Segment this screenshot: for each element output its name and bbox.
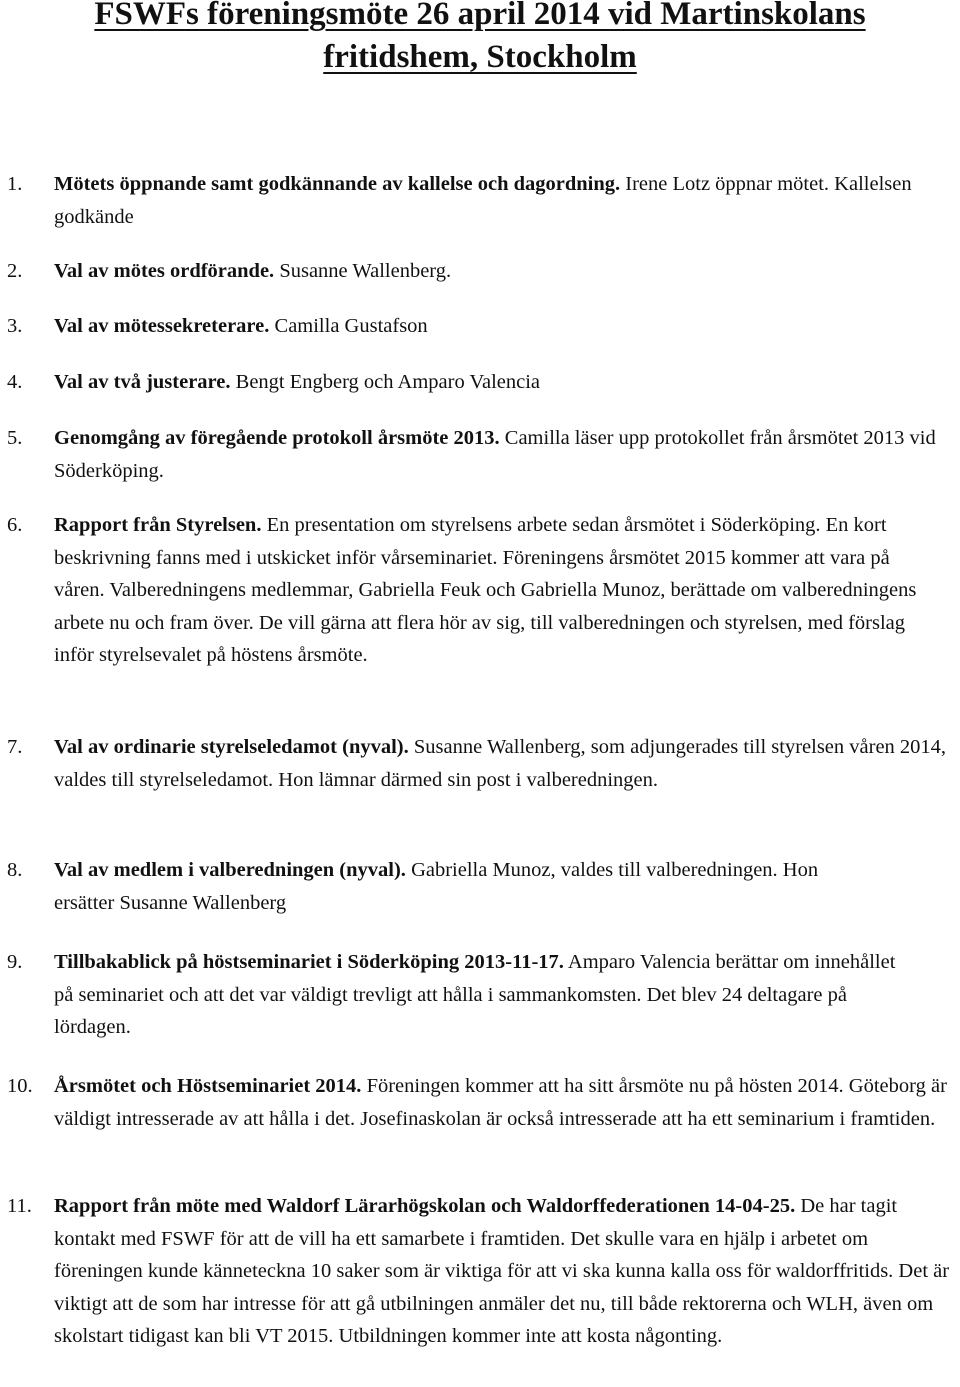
agenda-item-text: Bengt Engberg och Amparo Valencia bbox=[230, 371, 541, 393]
agenda-item-body bbox=[54, 255, 954, 288]
agenda-item-number: 8. bbox=[7, 859, 23, 881]
agenda-item-text: Camilla Gustafson bbox=[269, 315, 428, 337]
agenda-item-text: Susanne Wallenberg, som adjungerades till styrelsen våren 2014, valdes till styrelseledamot. Hon lämnar därmed sin post i valberedningen. bbox=[54, 736, 947, 791]
agenda-item-heading: Mötets öppnande samt godkännande av kallelse och dagordning. bbox=[54, 173, 621, 195]
agenda-item-text: Amparo Valencia berättar om innehållet på seminariet och att det var väldigt trevligt att hålla i sammankomsten. Det blev 24 deltagare på lördagen. bbox=[54, 951, 896, 1039]
agenda-item-number: 1. bbox=[7, 173, 23, 195]
agenda-item-body bbox=[54, 854, 834, 919]
agenda-item-number: 9. bbox=[7, 951, 23, 973]
agenda-item-number: 7. bbox=[7, 736, 23, 758]
agenda-item-number: 2. bbox=[7, 260, 23, 282]
document-title-line-2: fritidshem, Stockholm bbox=[323, 39, 637, 75]
agenda-item-heading: Val av medlem i valberedningen (nyval). bbox=[54, 859, 406, 881]
agenda-item-text: Gabriella Munoz, valdes till valberedningen. Hon ersätter Susanne Wallenberg bbox=[54, 859, 819, 914]
agenda-item-body bbox=[54, 946, 914, 1044]
agenda-item-text: Föreningen kommer att ha sitt årsmöte nu på hösten 2014. Göteborg är väldigt intresserade av att hålla i det. Josefinaskolan är också intresserade att ha ett seminarium i framtiden. bbox=[54, 1075, 947, 1130]
agenda-item-heading: Tillbakablick på höstseminariet i Söderköping 2013-11-17. bbox=[54, 951, 564, 973]
agenda-item-number: 10. bbox=[7, 1075, 33, 1097]
agenda-item-number: 3. bbox=[7, 315, 23, 337]
document-title-line-1: FSWFs föreningsmöte 26 april 2014 vid Martinskolans bbox=[94, 0, 866, 32]
document-title bbox=[0, 0, 960, 79]
agenda-item-heading: Genomgång av föregående protokoll årsmöte 2013. bbox=[54, 427, 500, 449]
agenda-item-body bbox=[54, 168, 956, 233]
agenda-item-heading: Val av ordinarie styrelseledamot (nyval). bbox=[54, 736, 409, 758]
agenda-item-body bbox=[54, 1070, 954, 1135]
agenda-item-heading: Rapport från möte med Waldorf Lärarhögskolan och Waldorffederationen 14-04-25. bbox=[54, 1195, 796, 1217]
agenda-item-heading: Val av två justerare. bbox=[54, 371, 231, 393]
agenda-item-body bbox=[54, 1190, 954, 1353]
agenda-item-number: 6. bbox=[7, 514, 23, 536]
agenda-item-body bbox=[54, 731, 954, 796]
agenda-item-number: 11. bbox=[7, 1195, 32, 1217]
agenda-item-text: Camilla läser upp protokollet från årsmötet 2013 vid Söderköping. bbox=[54, 427, 936, 482]
agenda-item-body bbox=[54, 310, 954, 343]
agenda-item-body bbox=[54, 366, 954, 399]
agenda-item-text: Susanne Wallenberg. bbox=[274, 260, 452, 282]
agenda-item-body bbox=[54, 422, 944, 487]
agenda-item-text: De har tagit kontakt med FSWF för att de vill ha ett samarbete i framtiden. Det skulle vara en hjälp i arbetet om föreningen kunde känneteckna 10 saker som är viktiga för att vi ska kunna kalla oss för waldorffritids. Det är viktigt att de som har intresse för att gå utbilningen anmäler det nu, till både rektorerna och WLH, även om skolstart tidigast kan bli VT 2015. Utbildningen kommer inte att kosta någonting. bbox=[54, 1195, 950, 1348]
agenda-item-number: 4. bbox=[7, 371, 23, 393]
agenda-item-text: En presentation om styrelsens arbete sedan årsmötet i Söderköping. En kort beskrivning fanns med i utskicket inför vårseminariet. Föreningens årsmötet 2015 kommer att vara på våren. Valberedningens medlemmar, Gabriella Feuk och Gabriella Munoz, berättade om valberedningens arbete nu och fram över. De vill gärna att flera hör av sig, till valberedningen och styrelsen, med förslag inför styrelsevalet på höstens årsmöte. bbox=[54, 514, 917, 667]
agenda-item-heading: Rapport från Styrelsen. bbox=[54, 514, 262, 536]
agenda-item-text: Irene Lotz öppnar mötet. Kallelsen godkände bbox=[54, 173, 912, 228]
agenda-item-body bbox=[54, 509, 934, 672]
agenda-item-heading: Årsmötet och Höstseminariet 2014. bbox=[54, 1075, 362, 1097]
agenda-item-heading: Val av mötessekreterare. bbox=[54, 315, 270, 337]
agenda-item-number: 5. bbox=[7, 427, 23, 449]
agenda-item-heading: Val av mötes ordförande. bbox=[54, 260, 275, 282]
